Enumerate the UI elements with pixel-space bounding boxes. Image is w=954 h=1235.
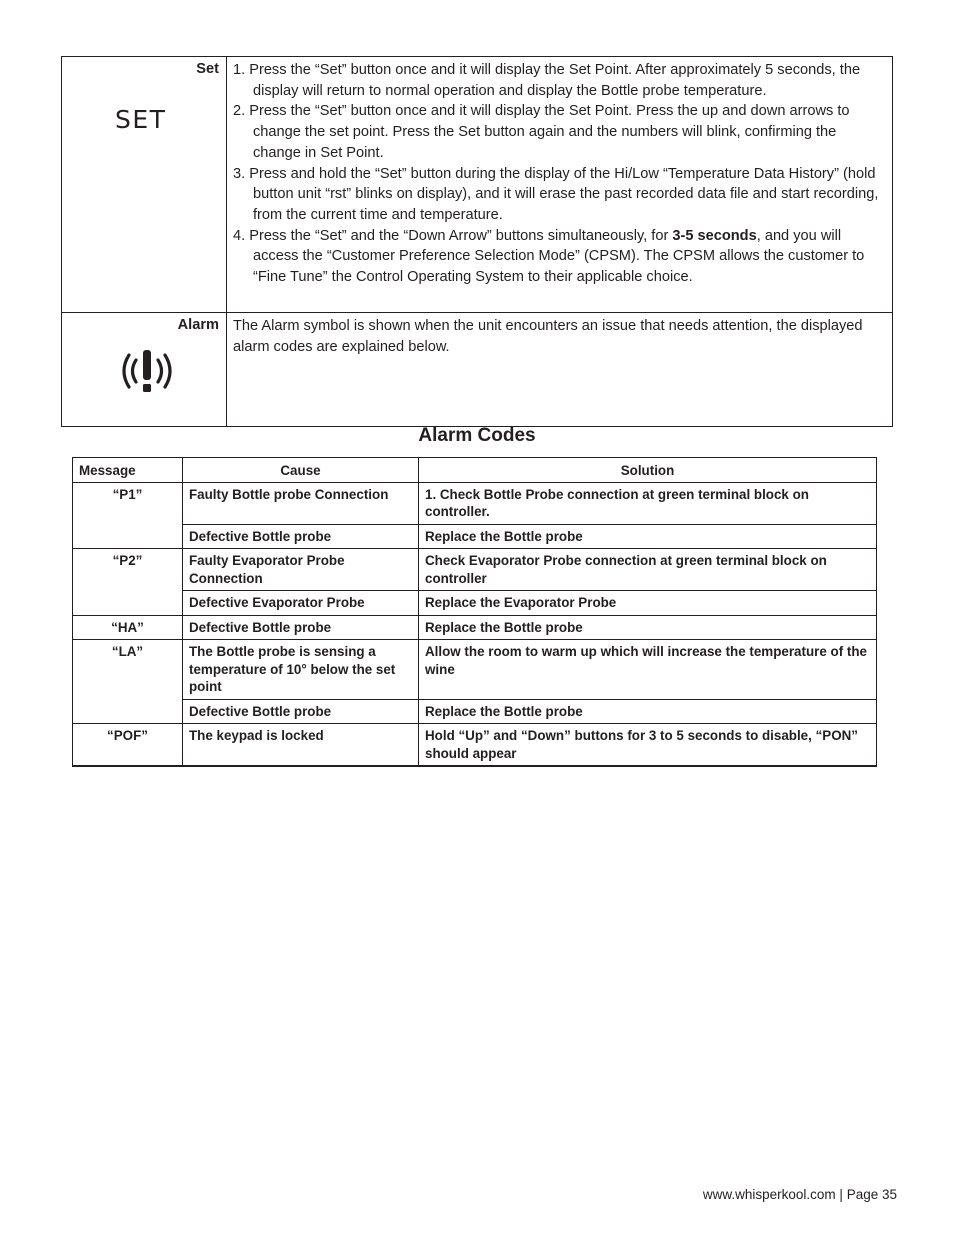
set-steps-list [233, 60, 884, 288]
table-row [73, 615, 877, 640]
set-step-4-after: , and you will access the “Customer Preference Selection Mode” (CPSM). The CPSM allows the customer to “Fine Tune” the Control Operating System to their applicable choice. [253, 227, 865, 286]
set-step-1: 1. Press the “Set” button once and it will display the Set Point. After approximately 5 seconds, the display will return to normal operation and display the Bottle probe temperature. [233, 62, 861, 99]
message-code: “LA” [73, 640, 183, 724]
solution-cell: Hold “Up” and “Down” buttons for 3 to 5 seconds to disable, “PON” should appear [419, 724, 877, 767]
table-row [73, 640, 877, 700]
solution-cell: Replace the Evaporator Probe [419, 591, 877, 616]
set-description [227, 57, 893, 313]
message-code: “P2” [73, 549, 183, 616]
set-label-cell [62, 57, 227, 313]
cause-cell: Faulty Evaporator Probe Connection [183, 549, 419, 591]
alarm-codes-table [72, 457, 877, 767]
header-cause: Cause [183, 458, 419, 483]
cause-cell: Defective Bottle probe [183, 699, 419, 724]
set-row [62, 57, 893, 313]
alarm-exclamation-icon [119, 347, 175, 395]
alarm-codes-header-row [73, 458, 877, 483]
cause-cell: The keypad is locked [183, 724, 419, 767]
set-label: Set [196, 61, 219, 77]
table-row [73, 591, 877, 616]
alarm-codes-title: Alarm Codes [418, 425, 536, 446]
message-code: “P1” [73, 482, 183, 549]
cause-cell: Faulty Bottle probe Connection [183, 482, 419, 524]
cause-cell: The Bottle probe is sensing a temperature of 10° below the set point [183, 640, 419, 700]
set-step-4 [233, 226, 884, 288]
alarm-row [62, 313, 893, 427]
set-step-4-duration: 3-5 seconds [672, 227, 757, 244]
feature-table [61, 56, 893, 427]
header-message: Message [73, 458, 183, 483]
page-footer: www.whisperkool.com | Page 35 [702, 1187, 897, 1202]
table-row [73, 524, 877, 549]
set-step-4-before: 4. Press the “Set” and the “Down Arrow” buttons simultaneously, for [233, 227, 673, 244]
table-row [73, 549, 877, 591]
alarm-description: The Alarm symbol is shown when the unit encounters an issue that needs attention, the displayed alarm codes are explained below. [227, 313, 893, 427]
solution-cell: Replace the Bottle probe [419, 524, 877, 549]
table-row [73, 699, 877, 724]
message-code: “HA” [73, 615, 183, 640]
message-code: “POF” [73, 724, 183, 767]
header-solution: Solution [419, 458, 877, 483]
alarm-label: Alarm [177, 317, 219, 333]
cause-cell: Defective Bottle probe [183, 524, 419, 549]
solution-cell: Replace the Bottle probe [419, 615, 877, 640]
set-step-2: 2. Press the “Set” button once and it will display the Set Point. Press the up and down arrows to change the set point. Press the Set button again and the numbers will blink, confirming the change in Set Point. [233, 103, 850, 161]
set-step-3: 3. Press and hold the “Set” button during the display of the Hi/Low “Temperature Data History” (hold button unit “rst” blinks on display), and it will erase the past recorded data file and start recording, from the current time and temperature. [233, 165, 879, 223]
solution-cell: 1. Check Bottle Probe connection at green terminal block on controller. [419, 482, 877, 524]
cause-cell: Defective Evaporator Probe [183, 591, 419, 616]
cause-cell: Defective Bottle probe [183, 615, 419, 640]
alarm-label-cell [62, 313, 227, 427]
solution-cell: Replace the Bottle probe [419, 699, 877, 724]
solution-cell: Check Evaporator Probe connection at green terminal block on controller [419, 549, 877, 591]
table-row [73, 482, 877, 524]
table-row [73, 724, 877, 767]
set-display-icon: SET [115, 105, 167, 134]
solution-cell: Allow the room to warm up which will increase the temperature of the wine [419, 640, 877, 700]
